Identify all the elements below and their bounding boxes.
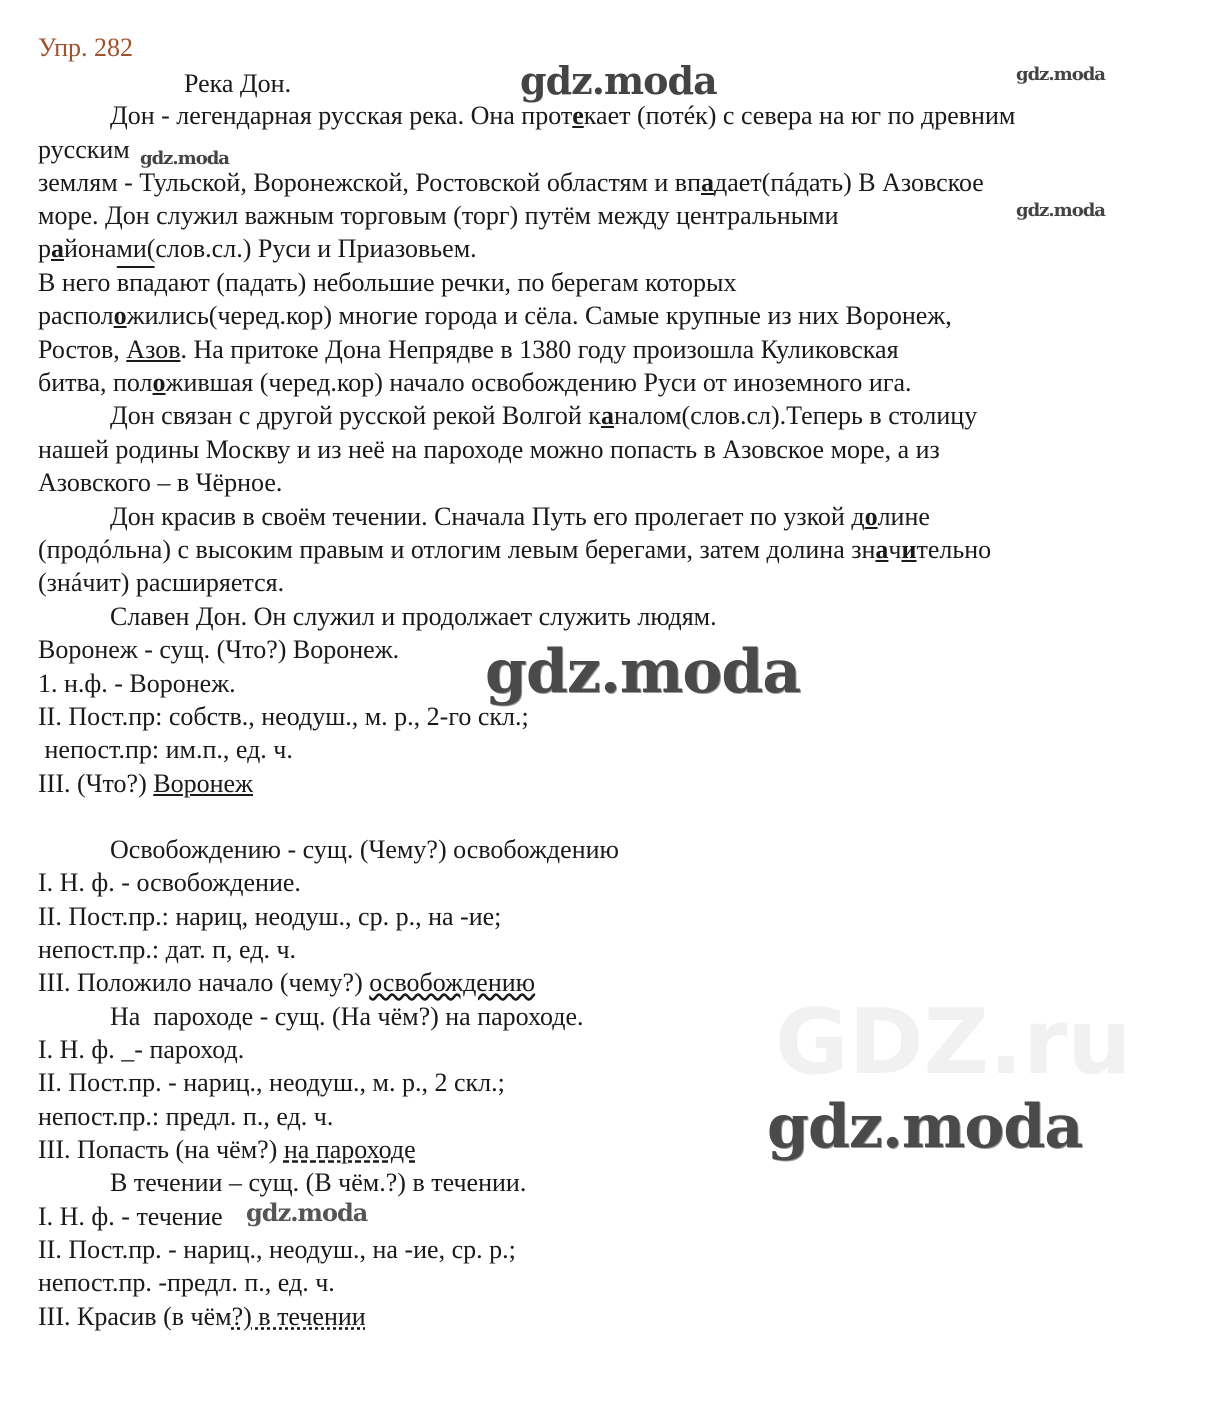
text-title: Река Дон. bbox=[184, 69, 292, 98]
watermark-center: gdz.moda bbox=[485, 637, 801, 707]
text-line-11: нашей родины Москву и из неё на пароходе можно попасть в Азовское море, а из bbox=[38, 435, 940, 464]
text-line-8: Ростов, Азов. На притоке Дона Непрядве в 1380 году произошла Куликовская bbox=[38, 335, 899, 364]
text-line-4: море. Дон служил важным торговым (торг) путём между центральными bbox=[38, 201, 839, 230]
watermark-top-center: gdz.moda bbox=[520, 58, 717, 103]
text-line-3: землям - Тульской, Воронежской, Ростовской областям и впадает(пáдать) В Азовское bbox=[38, 168, 984, 197]
text-line-14: (продóльна) с высоким правым и отлогим левым берегами, затем долина значительно bbox=[38, 535, 992, 564]
analysis-osvobozhdeniyu-3: II. Пост.пр.: нариц, неодуш., ср. р., на -ие; bbox=[38, 902, 502, 931]
watermark-bottom-right: gdz.moda bbox=[767, 1092, 1083, 1162]
analysis-techenii-3: II. Пост.пр. - нариц., неодуш., на -ие, ср. р.; bbox=[38, 1235, 516, 1264]
analysis-voronezh-2: 1. н.ф. - Воронеж. bbox=[38, 669, 236, 698]
analysis-osvobozhdeniyu-4: непост.пр.: дат. п, ед. ч. bbox=[38, 935, 297, 964]
analysis-techenii-1: В течении – сущ. (В чём.?) в течении. bbox=[110, 1168, 527, 1197]
analysis-techenii-5: III. Красив (в чём?) в течении bbox=[38, 1302, 366, 1331]
analysis-parokhode-4: непост.пр.: предл. п., ед. ч. bbox=[38, 1102, 334, 1131]
analysis-techenii-4: непост.пр. -предл. п., ед. ч. bbox=[38, 1268, 335, 1297]
text-line-2: русским bbox=[38, 135, 130, 164]
analysis-voronezh-1: Воронеж - сущ. (Что?) Воронеж. bbox=[38, 635, 400, 664]
watermark-inline-1: gdz.moda bbox=[140, 148, 229, 169]
text-line-10: Дон связан с другой русской рекой Волгой каналом(слов.сл).Теперь в столицу bbox=[110, 401, 978, 430]
text-line-1: Дон - легендарная русская река. Она протекает (потéк) с севера на юг по древним bbox=[110, 101, 1016, 130]
text-line-15: (знáчит) расширяется. bbox=[38, 568, 285, 597]
analysis-parokhode-2: I. Н. ф. _- пароход. bbox=[38, 1035, 245, 1064]
analysis-voronezh-4: непост.пр: им.п., ед. ч. bbox=[38, 735, 293, 764]
text-line-16: Славен Дон. Он служил и продолжает служить людям. bbox=[110, 602, 717, 631]
text-line-9: битва, положившая (черед.кор) начало освобождению Руси от иноземного ига. bbox=[38, 368, 912, 397]
analysis-osvobozhdeniyu-1: Освобождению - сущ. (Чему?) освобождению bbox=[110, 835, 619, 864]
text-line-13: Дон красив в своём течении. Сначала Путь его пролегает по узкой долине bbox=[110, 502, 930, 531]
analysis-osvobozhdeniyu-2: I. Н. ф. - освобождение. bbox=[38, 868, 301, 897]
text-line-7: расположились(черед.кор) многие города и сёла. Самые крупные из них Воронеж, bbox=[38, 301, 952, 330]
exercise-header: Упр. 282 bbox=[38, 33, 134, 62]
analysis-parokhode-5: III. Попасть (на чём?) на пароходе bbox=[38, 1135, 416, 1164]
analysis-parokhode-1: На пароходе - сущ. (На чём?) на пароходе. bbox=[110, 1002, 584, 1031]
watermark-faint: GDZ.ru bbox=[775, 990, 1132, 1095]
analysis-parokhode-3: II. Пост.пр. - нариц., неодуш., м. р., 2 скл.; bbox=[38, 1068, 505, 1097]
watermark-inline-2: gdz.moda bbox=[246, 1198, 368, 1227]
analysis-voronezh-3: II. Пост.пр: собств., неодуш., м. р., 2-го скл.; bbox=[38, 702, 529, 731]
text-line-12: Азовского – в Чёрное. bbox=[38, 468, 283, 497]
text-line-5: районами(слов.сл.) Руси и Приазовьем. bbox=[38, 234, 477, 263]
analysis-osvobozhdeniyu-5: III. Положило начало (чему?) освобождению bbox=[38, 968, 536, 997]
watermark-top-right: gdz.moda bbox=[1016, 64, 1105, 85]
text-line-6: В него впадают (падать) небольшие речки, по берегам которых bbox=[38, 268, 737, 297]
analysis-techenii-2: I. Н. ф. - течение bbox=[38, 1202, 223, 1231]
watermark-right-2: gdz.moda bbox=[1016, 200, 1105, 221]
analysis-voronezh-5: III. (Что?) Воронеж bbox=[38, 769, 254, 798]
